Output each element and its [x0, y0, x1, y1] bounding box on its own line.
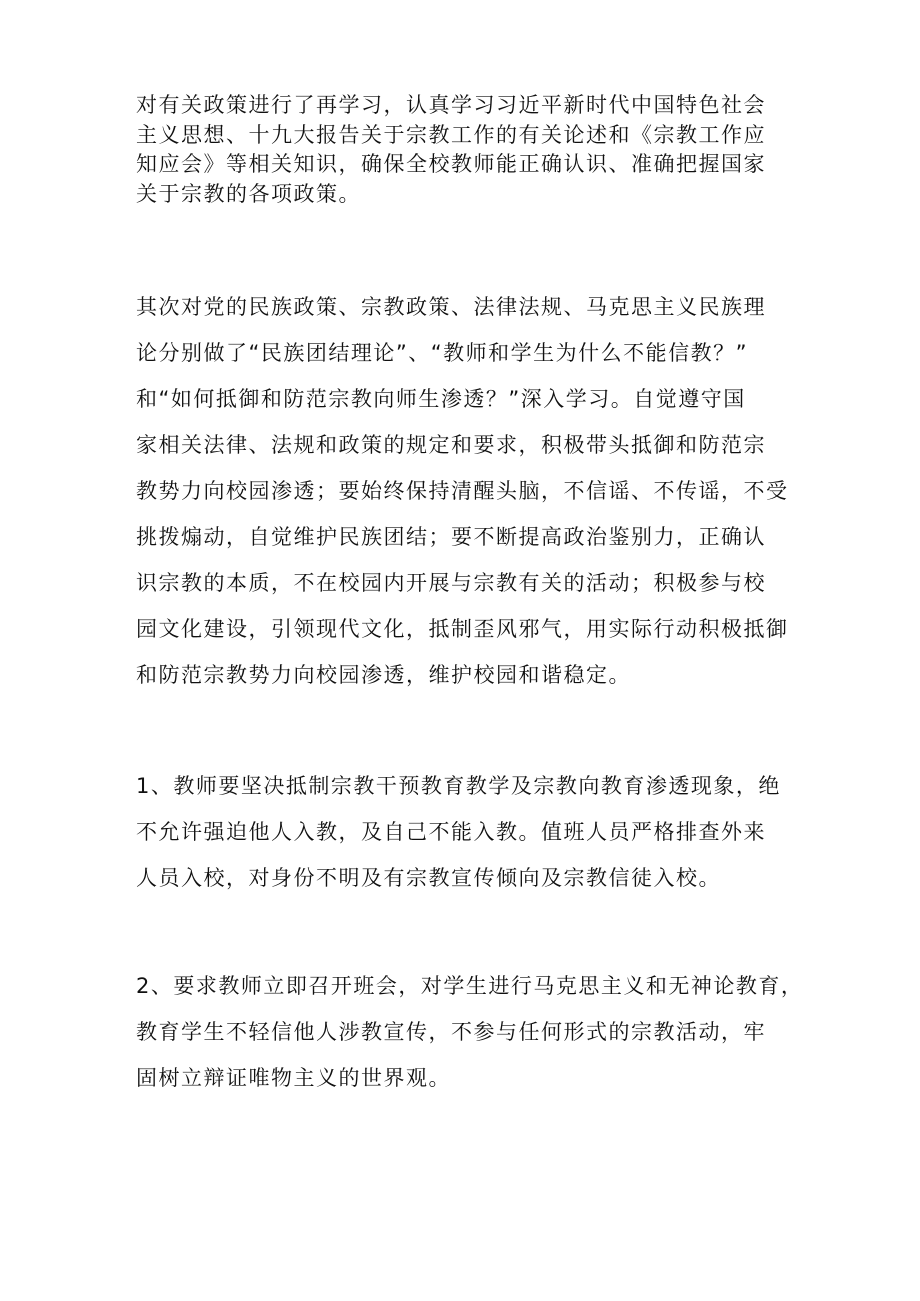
paragraph-line: 对有关政策进行了再学习，认真学习习近平新时代中国特色社会 — [136, 93, 766, 117]
paragraph-line: 2、要求教师立即召开班会，对学生进行马克思主义和无神论教育， — [136, 974, 804, 998]
paragraph-line: 挑拨煽动，自觉维护民族团结；要不断提高政治鉴别力，正确认 — [136, 525, 766, 549]
paragraph-line: 和防范宗教势力向校园渗透，维护校园和谐稳定。 — [136, 663, 631, 687]
paragraph-policy-study — [136, 91, 796, 209]
paragraph-line: 其次对党的民族政策、宗教政策、法律法规、马克思主义民族理 — [136, 295, 766, 319]
paragraph-line: 教育学生不轻信他人涉教宣传，不参与任何形式的宗教活动，牢 — [136, 1020, 766, 1044]
paragraph-line: 人员入校，对身份不明及有宗教宣传倾向及宗教信徒入校。 — [136, 866, 721, 890]
paragraph-line: 不允许强迫他人入教，及自己不能入教。值班人员严格排查外来 — [136, 820, 766, 844]
paragraph-ethnic-religious-policy — [136, 284, 796, 698]
paragraph-line: 论分别做了“民族团结理论”、“教师和学生为什么不能信教？” — [136, 341, 749, 365]
paragraph-line: 和“如何抵御和防范宗教向师生渗透？”深入学习。自觉遵守国 — [136, 387, 746, 411]
paragraph-line: 识宗教的本质，不在校园内开展与宗教有关的活动；积极参与校 — [136, 571, 766, 595]
paragraph-line: 教势力向校园渗透；要始终保持清醒头脑，不信谣、不传谣，不受 — [136, 479, 789, 503]
paragraph-item-1 — [136, 763, 796, 901]
paragraph-line: 关于宗教的各项政策。 — [136, 181, 361, 206]
paragraph-line: 知应会》等相关知识，确保全校教师能正确认识、准确把握国家 — [136, 152, 766, 176]
paragraph-line: 家相关法律、法规和政策的规定和要求，积极带头抵御和防范宗 — [136, 433, 766, 457]
paragraph-line: 主义思想、十九大报告关于宗教工作的有关论述和《宗教工作应 — [136, 122, 766, 147]
paragraph-line: 固树立辩证唯物主义的世界观。 — [136, 1066, 451, 1090]
paragraph-line: 1、教师要坚决抵制宗教干预教育教学及宗教向教育渗透现象，绝 — [136, 774, 781, 798]
paragraph-line: 园文化建设，引领现代文化，抵制歪风邪气，用实际行动积极抵御 — [136, 617, 789, 641]
paragraph-item-2 — [136, 963, 804, 1101]
